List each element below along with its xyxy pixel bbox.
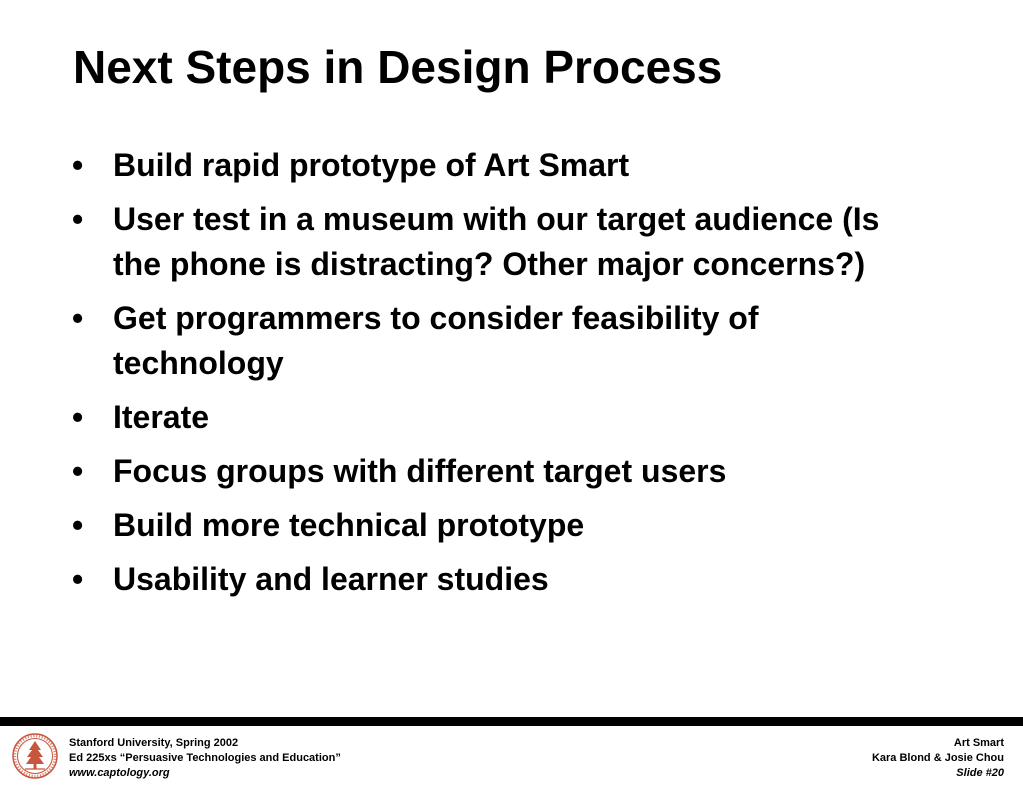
slide-title: Next Steps in Design Process	[73, 41, 723, 93]
bullet-icon: •	[72, 507, 84, 543]
footer-course-info	[69, 736, 341, 781]
footer-course: Ed 225xs “Persuasive Technologies and Education”	[69, 752, 341, 764]
bullet-list	[72, 143, 922, 611]
bullet-icon: •	[72, 147, 84, 183]
slide-number: Slide #20	[956, 767, 1004, 779]
bullet-icon: •	[72, 453, 84, 489]
bullet-text: Build more technical prototype	[113, 507, 585, 543]
footer-divider	[0, 717, 1023, 726]
footer-project-info	[872, 736, 1004, 781]
bullet-text: Usability and learner studies	[113, 561, 549, 597]
bullet-item	[72, 197, 922, 287]
bullet-text: Focus groups with different target users	[113, 453, 727, 489]
bullet-item	[72, 503, 922, 548]
bullet-icon: •	[72, 561, 84, 597]
bullet-item	[72, 143, 922, 188]
footer-authors: Kara Blond & Josie Chou	[871, 752, 1004, 764]
bullet-text: User test in a museum with our target audience (Is the phone is distracting? Other major concerns?)	[113, 201, 880, 282]
footer-project-name: Art Smart	[953, 737, 1004, 749]
bullet-icon: •	[72, 300, 84, 336]
bullet-icon: •	[72, 399, 84, 435]
bullet-item	[72, 296, 922, 386]
bullet-item	[72, 557, 922, 602]
bullet-item	[72, 395, 922, 440]
stanford-seal-icon	[12, 733, 58, 779]
bullet-text: Get programmers to consider feasibility of technology	[113, 300, 759, 381]
footer-website: www.captology.org	[69, 767, 170, 779]
bullet-item	[72, 449, 922, 494]
bullet-icon: •	[72, 201, 84, 237]
bullet-text: Build rapid prototype of Art Smart	[113, 147, 630, 183]
footer-university: Stanford University, Spring 2002	[69, 737, 239, 749]
bullet-text: Iterate	[113, 399, 210, 435]
